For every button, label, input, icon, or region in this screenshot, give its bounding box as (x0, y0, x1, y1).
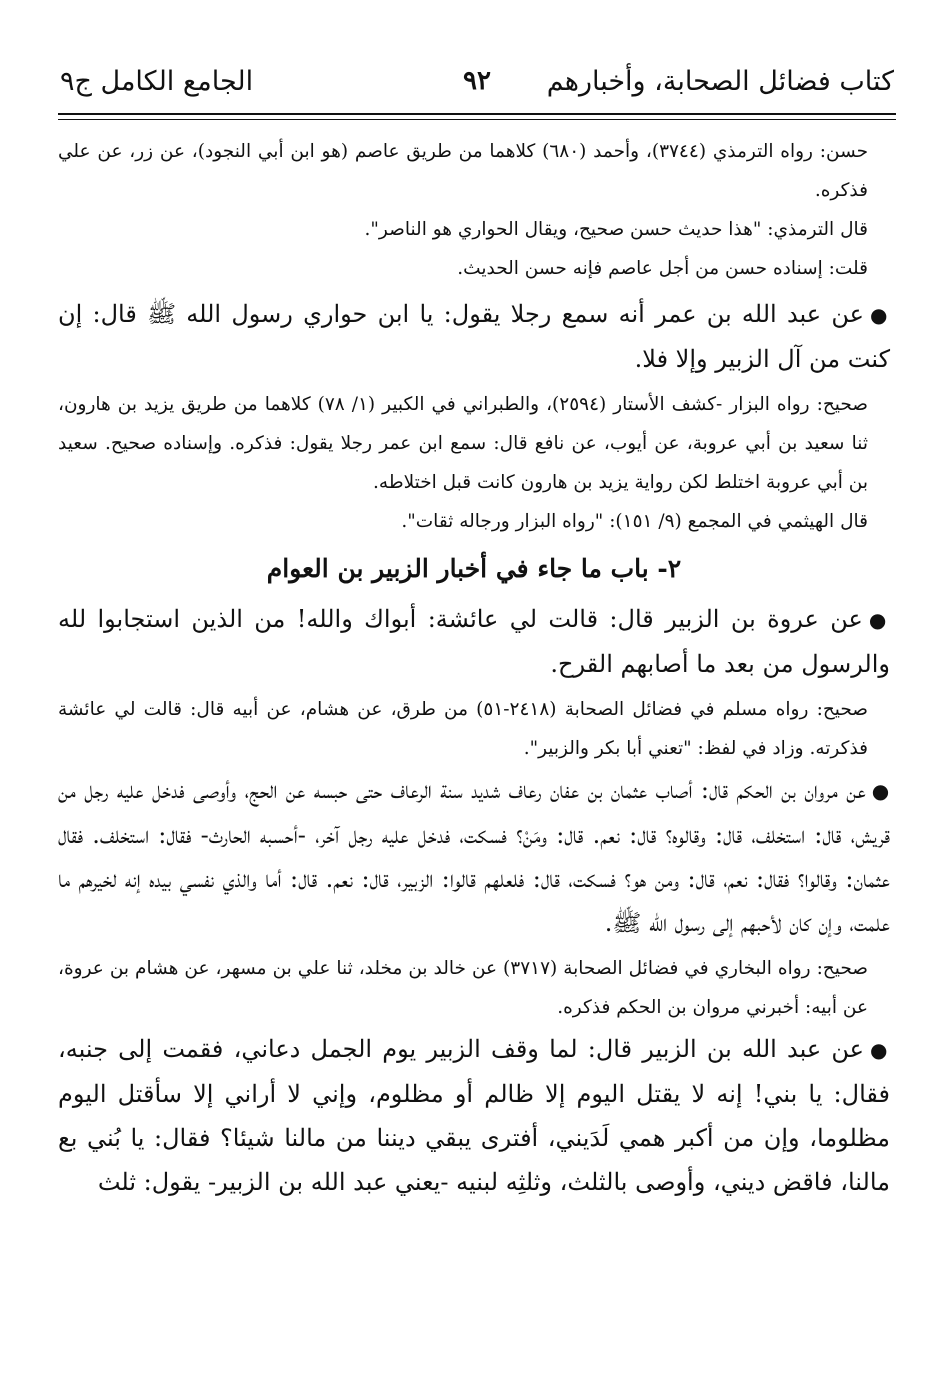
book-title: كتاب فضائل الصحابة، وأخبارهم (546, 66, 894, 97)
bullet-icon: ● (868, 608, 890, 632)
hadith-text: ●عن عروة بن الزبير قال: قالت لي عائشة: أبواك والله! من الذين استجابوا لله والرسول من بعد ما أصابهم القرح. (58, 605, 890, 678)
volume-label: الجامع الكامل ج٩ (60, 66, 254, 97)
hadith-text: ●عن مروان بن الحكم قال: أصاب عثمان بن عفان رعاف شديد سنة الرعاف حتى حبسه عن الحج، وأوصى فدخل عليه رجل من قريش، قال: استخلف، قال: وقالوه؟ قال: نعم. قال: ومَنْ؟ فسكت، فدخل عليه رجل آخر، -أحسبه الحارث- فقال: استخلف. فقال عثمان: وقالوا؟ فقال: نعم، قال: ومن هو؟ فسكت، قال: فلعلهم قالوا: الزبير، قال: نعم. قال: أما والذي نفسي بيده إنه لخيرهم ما علمت، وإن كان لأحبهم إلى رسول الله ﷺ. (58, 776, 891, 937)
takhrij-note: صحيح: رواه البخاري في فضائل الصحابة (٣٧١٧) عن خالد بن مخلد، ثنا علي بن مسهر، عن هشام بن عروة، عن أبيه: أخبرني مروان بن الحكم فذكره. (58, 958, 868, 1018)
takhrij-note: قال الهيثمي في المجمع (٩/ ١٥١): "رواه البزار ورجاله ثقات". (401, 511, 868, 532)
page-header (60, 62, 894, 110)
bullet-icon: ● (869, 1038, 891, 1062)
page-content (58, 132, 890, 1208)
bullet-icon: ● (869, 303, 891, 327)
takhrij-note: قال الترمذي: "هذا حديث حسن صحيح، ويقال الحواري هو الناصر". (364, 219, 868, 240)
header-rule-thick (58, 113, 896, 115)
chapter-heading: ٢- باب ما جاء في أخبار الزبير بن العوام (266, 554, 682, 583)
takhrij-note: صحيح: رواه البزار -كشف الأستار (٢٥٩٤)، والطبراني في الكبير (١/ ٧٨) كلاهما من طريق يزيد بن هارون، ثنا سعيد بن أبي عروبة، عن أيوب، عن نافع قال: سمع ابن عمر رجلا يقول: فذكره. وإسناده صحيح. سعيد بن أبي عروبة اختلط لكن رواية يزيد بن هارون كانت قبل اختلاطه. (58, 394, 868, 493)
takhrij-note: صحيح: رواه مسلم في فضائل الصحابة (٢٤١٨-٥١) من طرق، عن هشام، عن أبيه قال: قالت لي عائشة فذكرته. وزاد في لفظ: "تعني أبا بكر والزبير". (58, 699, 868, 759)
hadith-text: ●عن عبد الله بن عمر أنه سمع رجلا يقول: يا ابن حواري رسول الله ﷺ قال: إن كنت من آل الزبير وإلا فلا. (58, 300, 891, 373)
page-number: ٩٢ (463, 66, 491, 96)
bullet-icon: ● (871, 779, 890, 803)
header-rule-thin (58, 119, 896, 120)
hadith-text: ●عن عبد الله بن الزبير قال: لما وقف الزبير يوم الجمل دعاني، فقمت إلى جنبه، فقال: يا بني! إنه لا يقتل اليوم إلا ظالم أو مظلوم، وإني لا أراني إلا سأقتل اليوم مظلوما، وإن من أكبر همي لَدَيني، أفترى يبقي ديننا من مالنا شيئا؟ فقال: يا بُني بع مالنا، فاقض ديني، وأوصى بالثلث، وثلثِه لبنيه -يعني عبد الله بن الزبير- يقول: ثلث (58, 1035, 891, 1196)
takhrij-note: حسن: رواه الترمذي (٣٧٤٤)، وأحمد (٦٨٠) كلاهما من طريق عاصم (هو ابن أبي النجود)، عن زر، عن علي فذكره. (58, 141, 869, 201)
takhrij-note: قلت: إسناده حسن من أجل عاصم فإنه حسن الحديث. (457, 258, 868, 279)
